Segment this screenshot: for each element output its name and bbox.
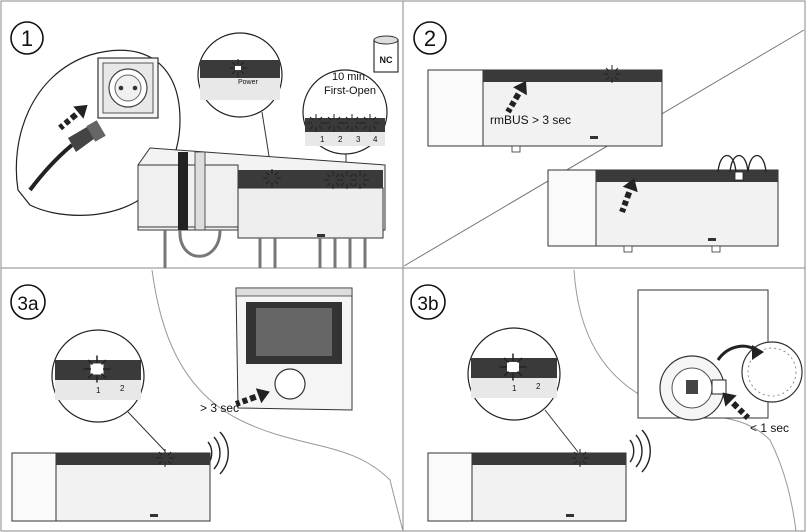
- controller-device-3b: [428, 449, 626, 521]
- nc-actuator-icon: [374, 36, 398, 72]
- step-number-3b: 3b: [417, 294, 439, 315]
- controller-device-2b: [548, 156, 778, 253]
- step-number-2: 2: [423, 26, 437, 51]
- channel-number-1-3a: 1: [96, 386, 101, 395]
- channel-number-1-3b: 1: [512, 384, 517, 393]
- controller-device-1: [138, 148, 385, 268]
- panel-3b: [411, 270, 802, 531]
- channel-number-1: 1: [320, 135, 325, 144]
- first-open-magnifier: [303, 70, 387, 154]
- wall-socket: [98, 58, 158, 118]
- panel-2: [404, 22, 804, 266]
- pairing-led-magnifier-3a: [52, 330, 144, 422]
- press-text-3a: > 3 sec: [200, 401, 240, 415]
- dial-thermostat: [638, 290, 802, 420]
- wireless-signal-icon-3a: [208, 432, 228, 474]
- panel-1: [11, 22, 398, 268]
- press-text-3b: < 1 sec: [750, 421, 790, 435]
- power-label: Power: [238, 79, 258, 86]
- channel-number-2-3a: 2: [120, 384, 125, 393]
- led-callout-line-3b: [545, 410, 578, 452]
- controller-device-2a: [428, 65, 662, 152]
- controller-device-3a: [12, 449, 210, 521]
- wireless-signal-icon-3b: [630, 430, 650, 472]
- step-number-1: 1: [20, 26, 34, 51]
- channel-number-2: 2: [338, 135, 343, 144]
- first-open-text: First-Open: [324, 85, 376, 97]
- nc-label: NC: [379, 55, 393, 65]
- channel-number-2-3b: 2: [536, 382, 541, 391]
- timer-text: 10 min.: [331, 71, 369, 83]
- step-number-3a: 3a: [17, 294, 39, 315]
- rmbus-text: rmBUS > 3 sec: [490, 113, 572, 127]
- pairing-led-magnifier-3b: [468, 328, 560, 420]
- led-callout-line-3a: [128, 412, 165, 451]
- display-thermostat: [236, 288, 352, 410]
- channel-number-4: 4: [373, 135, 378, 144]
- panel-3a: [11, 270, 403, 531]
- channel-number-3: 3: [356, 135, 361, 144]
- power-led-magnifier: [198, 33, 282, 117]
